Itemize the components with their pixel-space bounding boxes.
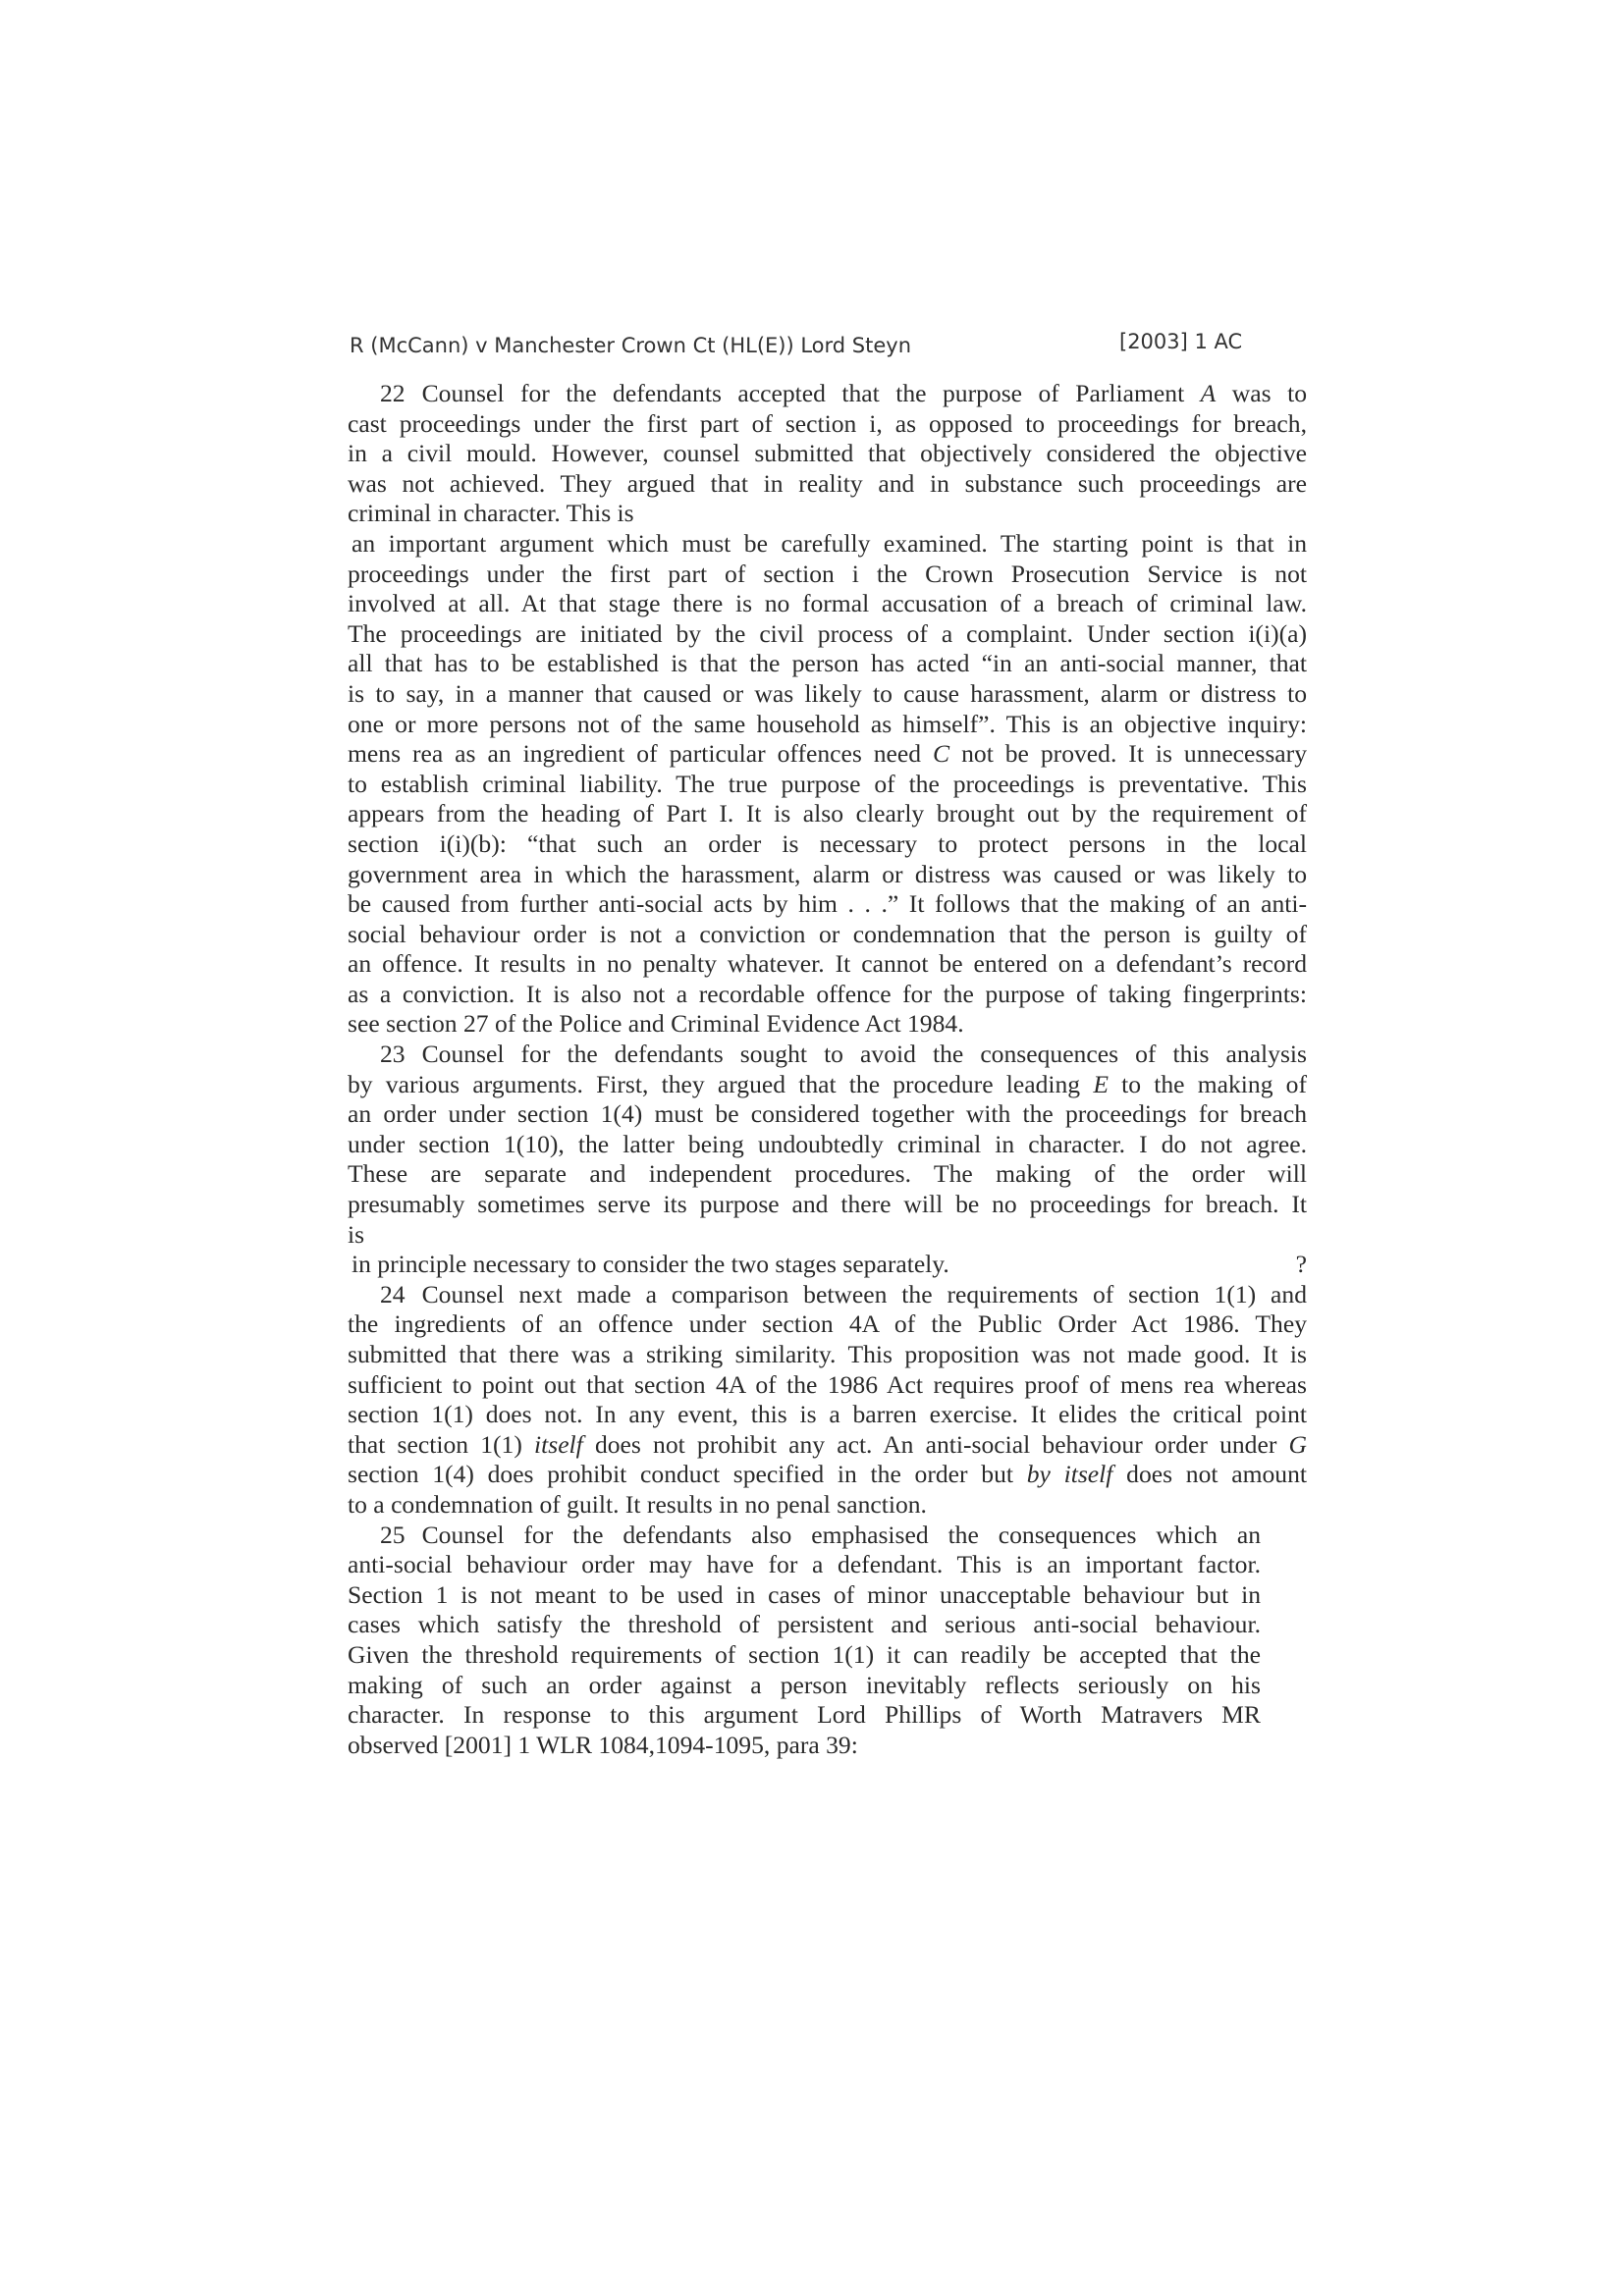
text-line: Given the threshold requirements of section 1(1) it can readily be accepted that the xyxy=(348,1639,1261,1669)
text-line: 25 Counsel for the defendants also emphasised the consequences which an xyxy=(380,1520,1261,1549)
text-line: making of such an order against a person inevitably reflects seriously on his xyxy=(348,1670,1261,1699)
text-line: all that has to be established is that the person has acted “in an anti-social manner, that xyxy=(348,649,1307,678)
paragraph-23 xyxy=(348,1040,1307,1280)
text-line: to a condemnation of guilt. It results in no penal sanction. xyxy=(348,1489,927,1519)
margin-letter: E xyxy=(1093,1069,1109,1098)
text-line: These are separate and independent procedures. The making of the order will xyxy=(348,1159,1307,1189)
text-line: criminal in character. This is xyxy=(348,499,634,528)
text-line: under section 1(10), the latter being undoubtedly criminal in character. I do not agree. xyxy=(348,1129,1307,1158)
text-line: in a civil mould. However, counsel submitted that objectively considered the objective xyxy=(348,439,1307,468)
text-line: section 1(1) does not. In any event, this is a barren exercise. It elides the critical point xyxy=(348,1400,1307,1429)
text-line: sufficient to point out that section 4A of the 1986 Act requires proof of mens rea whereas xyxy=(348,1369,1307,1399)
text-line: section 1(4) does prohibit conduct specified in the order but by itself does not amount xyxy=(348,1460,1307,1489)
text-line: mens rea as an ingredient of particular offences need C not be proved. It is unnecessary xyxy=(348,739,1307,769)
text-line: that section 1(1) itself does not prohibit any act. An anti-social behaviour order under G xyxy=(348,1429,1307,1459)
text-line: cast proceedings under the first part of section i, as opposed to proceedings for breach, xyxy=(348,408,1307,438)
judgment-body xyxy=(348,379,1307,1760)
text-line: appears from the heading of Part I. It is also clearly brought out by the requirement of xyxy=(348,799,1307,828)
text-line: anti-social behaviour order may have for a defendant. This is an important factor. xyxy=(348,1550,1261,1579)
stray-question-mark: ? xyxy=(1295,1250,1307,1279)
text-line: is xyxy=(348,1219,365,1249)
text-line: proceedings under the first part of section i the Crown Prosecution Service is not xyxy=(348,559,1307,588)
text-line: observed [2001] 1 WLR 1084,1094-1095, para 39: xyxy=(348,1730,858,1759)
text-line: 22 Counsel for the defendants accepted that the purpose of Parliament A was to xyxy=(380,379,1307,407)
margin-letter: A xyxy=(1200,379,1217,407)
text-line: as a conviction. It is also not a recordable offence for the purpose of taking fingerprints: xyxy=(348,979,1307,1008)
text-line: in principle necessary to consider the two stages separately. ? xyxy=(352,1250,1307,1279)
paragraph-number: 22 xyxy=(380,379,406,407)
text-line: is to say, in a manner that caused or was likely to cause harassment, alarm or distress to xyxy=(348,678,1307,708)
text-line: character. In response to this argument Lord Phillips of Worth Matravers MR xyxy=(348,1700,1261,1730)
text-line: Section 1 is not meant to be used in cases of minor unacceptable behaviour but in xyxy=(348,1579,1261,1609)
text-line: section i(i)(b): “that such an order is necessary to protect persons in the local xyxy=(348,828,1307,858)
emphasis: by itself xyxy=(1026,1460,1113,1489)
margin-letter: C xyxy=(933,739,950,769)
text-line: 23 Counsel for the defendants sought to avoid the consequences of this analysis xyxy=(380,1040,1307,1069)
paragraph-number: 23 xyxy=(380,1040,406,1069)
text-line: involved at all. At that stage there is no formal accusation of a breach of criminal law. xyxy=(348,589,1307,618)
emphasis: itself xyxy=(534,1429,583,1459)
text-line: was not achieved. They argued that in reality and in substance such proceedings are xyxy=(348,468,1307,498)
text-line: see section 27 of the Police and Criminal Evidence Act 1984. xyxy=(348,1009,964,1039)
text-line: by various arguments. First, they argued that the procedure leading E to the making of xyxy=(348,1069,1308,1098)
text-line: presumably sometimes serve its purpose and there will be no proceedings for breach. It xyxy=(348,1190,1307,1219)
text-line: an order under section 1(4) must be considered together with the proceedings for breach xyxy=(348,1099,1307,1129)
paragraph-number: 25 xyxy=(380,1520,406,1549)
report-citation: [2003] 1 AC xyxy=(1119,330,1243,353)
running-header xyxy=(350,330,1253,365)
text-line: an offence. It results in no penalty whatever. It cannot be entered on a defendant’s record xyxy=(348,949,1307,979)
text-line: an important argument which must be carefully examined. The starting point is that in xyxy=(352,528,1307,558)
text-line: government area in which the harassment, alarm or distress was caused or was likely to xyxy=(348,859,1307,888)
paragraph-22 xyxy=(348,379,1307,1040)
text-line: cases which satisfy the threshold of persistent and serious anti-social behaviour. xyxy=(348,1610,1261,1639)
paragraph-number: 24 xyxy=(380,1279,406,1308)
text-line: social behaviour order is not a conviction or condemnation that the person is guilty of xyxy=(348,919,1307,948)
margin-letter: G xyxy=(1288,1429,1307,1459)
paragraph-25 xyxy=(348,1521,1261,1761)
text-line: 24 Counsel next made a comparison between the requirements of section 1(1) and xyxy=(380,1279,1307,1308)
text-line: one or more persons not of the same household as himself”. This is an objective inquiry: xyxy=(348,709,1307,738)
text-line: be caused from further anti-social acts by him . . .” It follows that the making of an anti- xyxy=(348,889,1307,919)
text-line: to establish criminal liability. The true purpose of the proceedings is preventative. This xyxy=(348,769,1307,798)
running-title: R (McCann) v Manchester Crown Ct (HL(E)) Lord Steyn xyxy=(350,334,912,357)
text-line: submitted that there was a striking similarity. This proposition was not made good. It is xyxy=(348,1340,1307,1368)
paragraph-24 xyxy=(348,1280,1307,1521)
text-line: the ingredients of an offence under section 4A of the Public Order Act 1986. They xyxy=(348,1309,1307,1339)
text-line: The proceedings are initiated by the civil process of a complaint. Under section i(i)(a) xyxy=(348,618,1307,648)
